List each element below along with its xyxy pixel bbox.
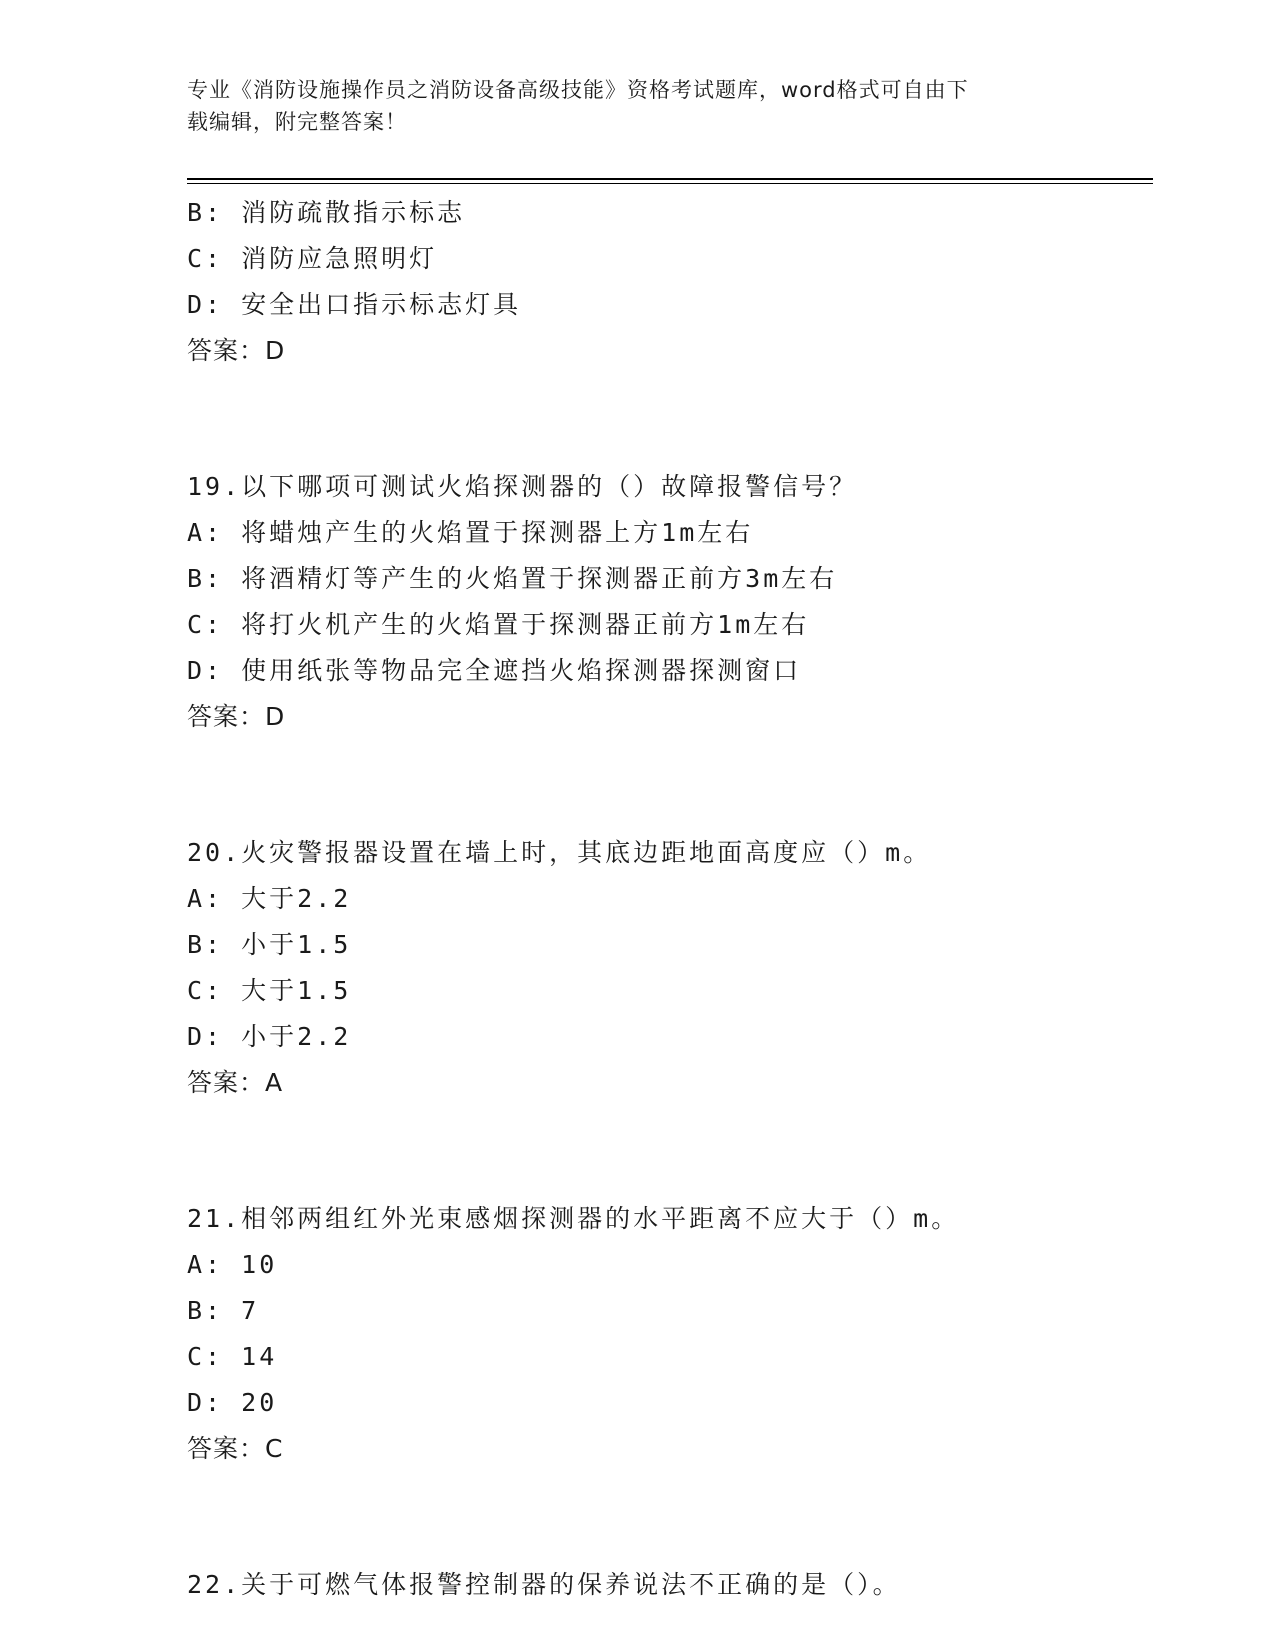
header-divider-thick [187,178,1153,180]
question-stem: 20.火灾警报器设置在墙上时，其底边距地面高度应（）m。 [187,838,932,867]
option-d: D: 小于2.2 [187,1022,352,1051]
answer: 答案：A [187,1068,284,1097]
option-b: B: 消防疏散指示标志 [187,198,466,227]
option-d: D: 安全出口指示标志灯具 [187,290,522,319]
question-list [187,190,1157,1608]
option-d: D: 使用纸张等物品完全遮挡火焰探测器探测窗口 [187,656,802,685]
question-20 [187,830,1157,1106]
option-c: C: 14 [187,1342,278,1371]
document-header [187,74,1087,138]
question-21 [187,1196,1157,1472]
option-b: B: 小于1.5 [187,930,352,959]
question-22 [187,1562,1157,1608]
answer: 答案：D [187,702,286,731]
question-stem: 19.以下哪项可测试火焰探测器的（）故障报警信号？ [187,472,858,501]
option-a: A: 大于2.2 [187,884,352,913]
header-divider-thin [187,183,1153,184]
option-c: C: 将打火机产生的火焰置于探测器正前方1m左右 [187,610,810,639]
question-stem: 21.相邻两组红外光束感烟探测器的水平距离不应大于（）m。 [187,1204,960,1233]
option-a: A: 将蜡烛产生的火焰置于探测器上方1m左右 [187,518,754,547]
question-18-tail [187,190,1157,374]
option-a: A: 10 [187,1250,278,1279]
question-19 [187,464,1157,740]
answer: 答案：D [187,336,286,365]
option-d: D: 20 [187,1388,278,1417]
header-line-2: 载编辑，附完整答案！ [187,110,407,134]
option-b: B: 7 [187,1296,260,1325]
option-c: C: 大于1.5 [187,976,352,1005]
header-line-1: 专业《消防设施操作员之消防设备高级技能》资格考试题库，word格式可自由下 [187,78,969,102]
option-c: C: 消防应急照明灯 [187,244,438,273]
question-stem: 22.关于可燃气体报警控制器的保养说法不正确的是（）。 [187,1570,901,1599]
option-b: B: 将酒精灯等产生的火焰置于探测器正前方3m左右 [187,564,838,593]
answer: 答案：C [187,1434,284,1463]
